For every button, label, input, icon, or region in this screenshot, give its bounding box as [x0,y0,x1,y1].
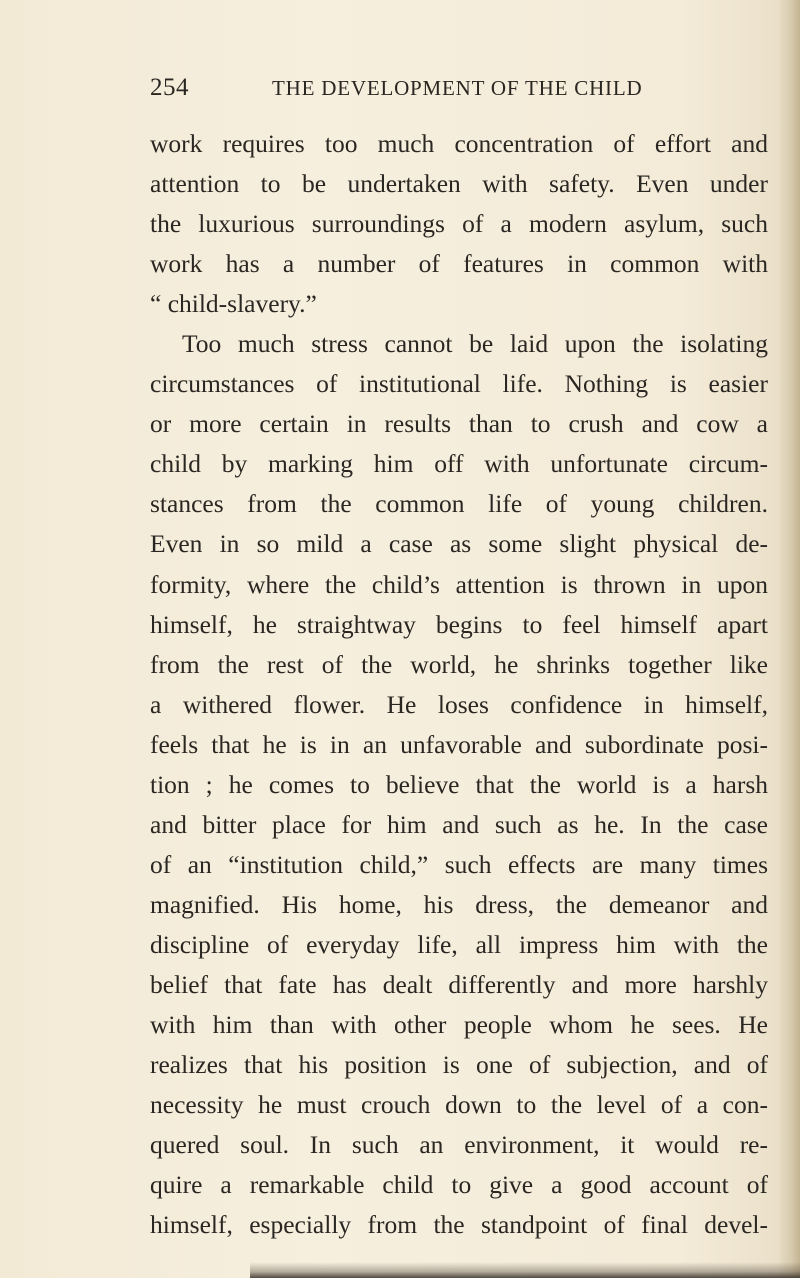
text-line: belief that fate has dealt differently and more harshly [150,969,768,999]
text-line: “ child-slavery.” [150,289,317,319]
text-line: necessity he must crouch down to the level of a con- [150,1090,768,1120]
text-line: or more certain in results than to crush and cow a [150,409,768,439]
text-line: Even in so mild a case as some slight physical de- [150,529,768,559]
text-line: himself, he straightway begins to feel himself apart [150,609,768,639]
text-line: child by marking him off with unfortunate circum- [150,449,768,479]
text-line: quered soul. In such an environment, it would re- [150,1130,768,1160]
text-line: tion ; he comes to believe that the world is a harsh [150,769,768,799]
text-line: a withered flower. He loses confidence in himself, [150,689,768,719]
text-line: quire a remarkable child to give a good account of [150,1170,768,1200]
text-line: circumstances of institutional life. Nothing is easier [150,369,768,399]
text-line: the luxurious surroundings of a modern asylum, such [150,209,768,239]
text-line: work has a number of features in common with [150,249,768,279]
body-text [150,124,768,1245]
text-line: feels that he is in an unfavorable and subordinate posi- [150,729,768,759]
text-line: Too much stress cannot be laid upon the isolating [182,329,768,359]
text-line: with him than with other people whom he sees. He [150,1010,768,1040]
text-line: of an “institution child,” such effects are many times [150,849,768,879]
text-line: formity, where the child’s attention is thrown in upon [150,569,768,599]
text-line: stances from the common life of young children. [150,489,768,519]
text-line: from the rest of the world, he shrinks together like [150,649,768,679]
page-edge-shadow [778,0,800,1278]
text-line: magnified. His home, his dress, the demeanor and [150,889,768,919]
page-bottom-shadow [250,1262,800,1278]
text-line: himself, especially from the standpoint of final devel- [150,1210,768,1240]
text-line: discipline of everyday life, all impress him with the [150,929,768,959]
text-line: attention to be undertaken with safety. Even under [150,169,768,199]
page-header [150,74,770,114]
page-number: 254 [150,74,189,101]
running-head: THE DEVELOPMENT OF THE CHILD [272,76,643,100]
text-line: work requires too much concentration of effort and [150,129,768,158]
text-line: and bitter place for him and such as he. In the case [150,809,768,839]
text-line: realizes that his position is one of subjection, and of [150,1050,768,1080]
